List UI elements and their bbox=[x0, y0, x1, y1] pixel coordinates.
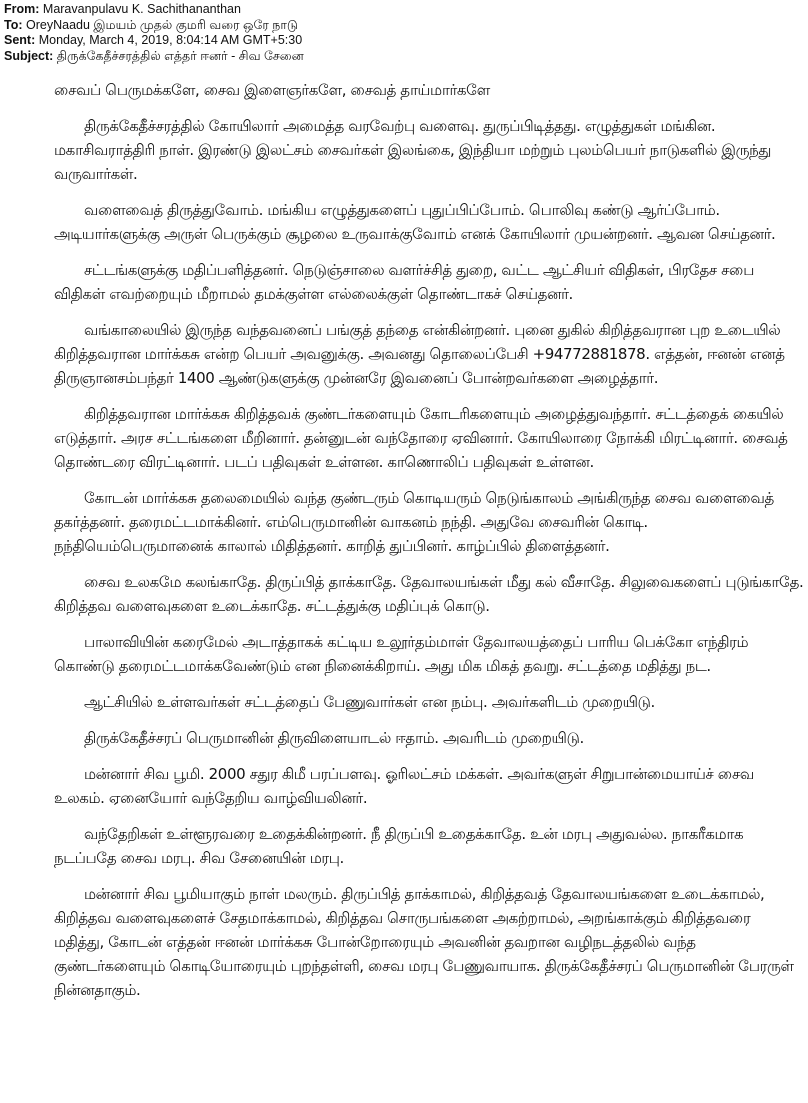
body-paragraph: திருக்கேதீச்சரப் பெருமானின் திருவிளையாடல் ஈதாம். அவரிடம் முறையிடு. bbox=[84, 729, 584, 747]
body-paragraph: பாலாவியின் கரைமேல் அடாத்தாகக் கட்டிய உலூர்தம்மாள் தேவாலயத்தைப் பாரிய பெக்கோ எந்திரம் கொண்டு தரைமட்டமாக்கவேண்டும் என நினைக்கிறாய். அது மிக மிகத் தவறு. சட்டத்தை மதித்து நட. bbox=[54, 633, 749, 675]
from-row bbox=[4, 2, 804, 18]
to-value[interactable]: OreyNaadu இமயம் முதல் குமரி வரை ஒரே நாடு bbox=[26, 17, 299, 32]
from-label: From: bbox=[4, 2, 40, 16]
sent-label: Sent: bbox=[4, 33, 36, 47]
subject-label: Subject: bbox=[4, 48, 54, 63]
body-paragraph: கிறித்தவரான மார்க்கசு கிறித்தவக் குண்டர்களையும் கோடரிகளையும் அழைத்துவந்தார். சட்டத்தைக் கையில் எடுத்தார். அரச சட்டங்களை மீறினார். தன்னுடன் வந்தோரை ஏவினார். கோயிலாரை நோக்கி மிரட்டினார். சைவத் தொண்டரை விரட்டினார். படப் பதிவுகள் உள்ளன. காணொலிப் பதிவுகள் உள்ளன. bbox=[54, 405, 788, 471]
body-paragraph: ஆட்சியில் உள்ளவர்கள் சட்டத்தைப் பேணுவார்கள் என நம்பு. அவர்களிடம் முறையிடு. bbox=[84, 693, 655, 711]
body-paragraph: வந்தேறிகள் உள்ளூரவரை உதைக்கின்றனர். நீ திருப்பி உதைக்காதே. உன் மரபு அதுவல்ல. நாகரீகமாக நடப்பதே சைவ மரபு. சிவ சேனையின் மரபு. bbox=[54, 825, 744, 867]
email-body bbox=[54, 78, 804, 1014]
subject-row bbox=[4, 49, 804, 65]
body-paragraph: வளைவைத் திருத்துவோம். மங்கிய எழுத்துகளைப் புதுப்பிப்போம். பொலிவு கண்டு ஆர்ப்போம். அடியார்களுக்கு அருள் பெருக்கும் சூழலை உருவாக்குவோம் எனக் கோயிலார் முயன்றனர். ஆவன செய்தனர். bbox=[54, 201, 776, 243]
greeting: சைவப் பெருமக்களே, சைவ இளைஞர்களே, சைவத் தாய்மார்களே bbox=[54, 81, 490, 99]
body-paragraph: வங்காலையில் இருந்த வந்தவனைப் பங்குத் தந்தை என்கின்றனர். புனை துகில் கிறித்தவரான புற உடையில் கிறித்தவரான மார்க்கசு என்ற பெயர் அவனுக்கு. அவனது தொலைப்பேசி +94772881878. எத்தன், ஈனன் எனத் திருஞானசம்பந்தர் 1400 ஆண்டுகளுக்கு முன்னரே இவனைப் போன்றவர்களை அழைத்தார். bbox=[54, 321, 785, 387]
to-row bbox=[4, 18, 804, 34]
body-paragraph: சைவ உலகமே கலங்காதே. திருப்பித் தாக்காதே. தேவாலயங்கள் மீது கல் வீசாதே. சிலுவைகளைப் புடுங்காதே. கிறித்தவ வளைவுகளை உடைக்காதே. சட்டத்துக்கு மதிப்புக் கொடு. bbox=[54, 573, 804, 615]
to-label: To: bbox=[4, 17, 23, 32]
body-paragraph: மன்னார் சிவ பூமி. 2000 சதுர கிமீ பரப்பளவு. ஓரிலட்சம் மக்கள். அவர்களுள் சிறுபான்மையாய்ச் சைவ உலகம். ஏனையோர் வந்தேறிய வாழ்வியலினர். bbox=[54, 765, 754, 807]
body-paragraph: மன்னார் சிவ பூமியாகும் நாள் மலரும். திருப்பித் தாக்காமல், கிறித்தவத் தேவாலயங்களை உடைக்காமல், கிறித்தவ வளைவுகளைச் சேதமாக்காமல், கிறித்தவ சொருபங்களை அகற்றாமல், அறங்காக்கும் கிறித்தவரை மதித்து, கோடன் எத்தன் ஈனன் மார்க்கசு போன்றோரையும் அவனின் தவறான வழிநடத்தலில் வந்த குண்டர்களையும் கொடியோரையும் புறந்தள்ளி, சைவ மரபு பேணுவாயாக. திருக்கேதீச்சரப் பெருமானின் பேரருள் நின்னதாகும். bbox=[54, 885, 794, 999]
body-paragraph: சட்டங்களுக்கு மதிப்பளித்தனர். நெடுஞ்சாலை வளர்ச்சித் துறை, வட்ட ஆட்சியர் விதிகள், பிரதேச சபை விதிகள் எவற்றையும் மீறாமல் தமக்குள்ள எல்லைக்குள் தொண்டாகச் செய்தனர். bbox=[54, 261, 754, 303]
body-paragraph: திருக்கேதீச்சரத்தில் கோயிலார் அமைத்த வரவேற்பு வளைவு. துருப்பிடித்தது. எழுத்துகள் மங்கின. மகாசிவராத்திரி நாள். இரண்டு இலட்சம் சைவர்கள் இலங்கை, இந்தியா மற்றும் புலம்பெயர் நாடுகளில் இருந்து வருவார்கள். bbox=[54, 117, 771, 183]
email-header bbox=[4, 2, 804, 64]
body-paragraph: கோடன் மார்க்கசு தலைமையில் வந்த குண்டரும் கொடியரும் நெடுங்காலம் அங்கிருந்த சைவ வளைவைத் தகர்த்தனர். தரைமட்டமாக்கினர். எம்பெருமானின் வாகனம் நந்தி. அதுவே சைவரின் கொடி. நந்தியெம்பெருமானைக் காலால் மிதித்தனர். காறித் துப்பினர். காழ்ப்பில் திளைத்தனர். bbox=[54, 489, 774, 555]
subject-value: திருக்கேதீச்சரத்தில் எத்தர் ஈனர் - சிவ சேனை bbox=[56, 48, 304, 63]
sent-row bbox=[4, 33, 804, 49]
from-value[interactable]: Maravanpulavu K. Sachithananthan bbox=[42, 2, 241, 16]
sent-value: Monday, March 4, 2019, 8:04:14 AM GMT+5:30 bbox=[38, 33, 303, 47]
